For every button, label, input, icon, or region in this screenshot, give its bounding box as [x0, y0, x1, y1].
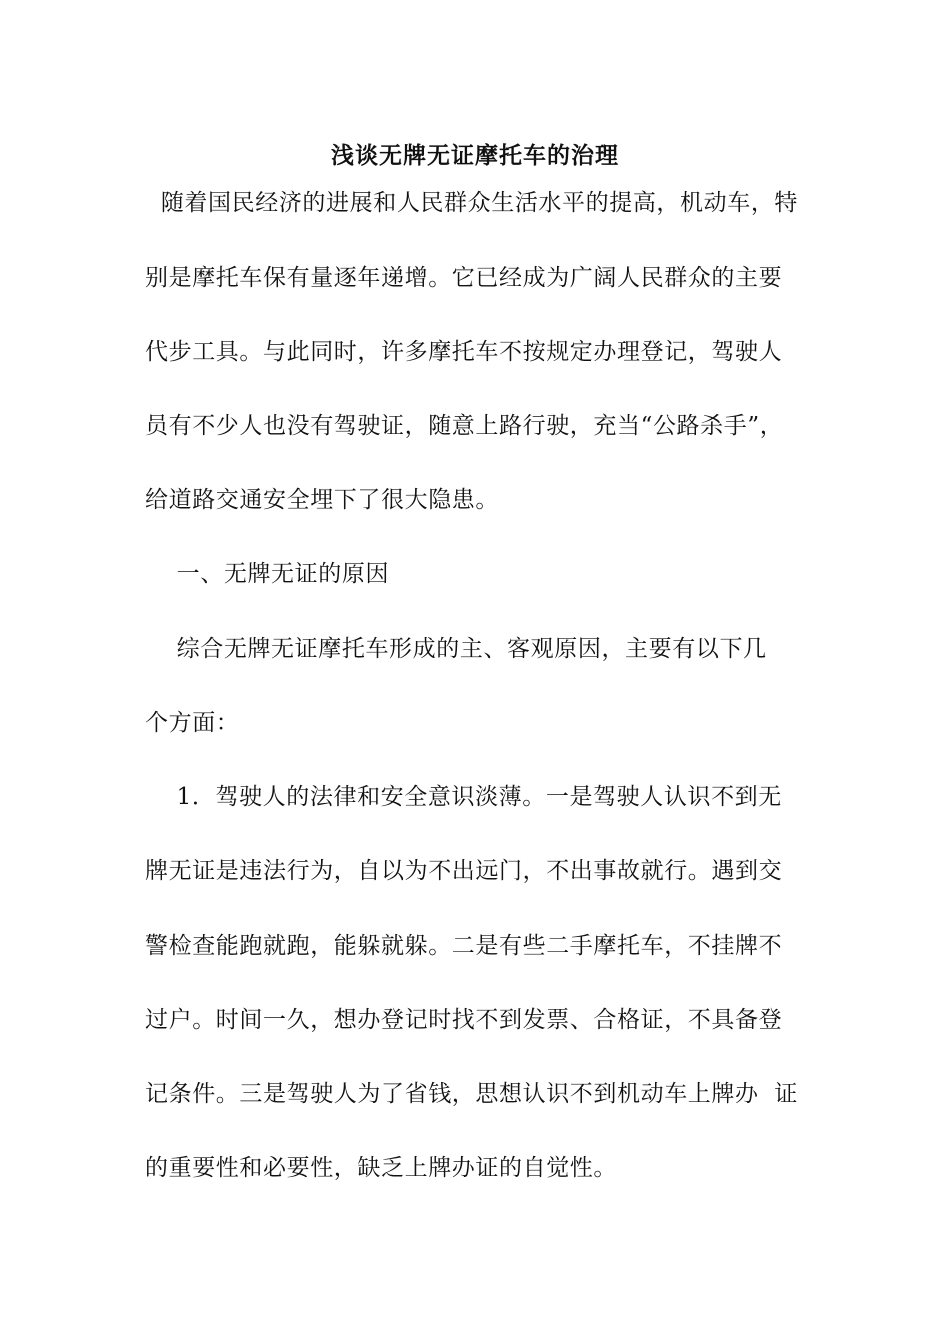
body-line-8: 个方面： — [145, 710, 240, 736]
body-line-12: 过户。时间一久，想办登记时找不到发票、合格证，不具备登 — [145, 1007, 783, 1033]
document-title: 浅谈无牌无证摩托车的治理 — [331, 142, 619, 169]
body-line-3: 代步工具。与此同时，许多摩托车不按规定办理登记，驾驶人 — [145, 339, 783, 365]
body-line-13: 记条件。三是驾驶人为了省钱，思想认识不到机动车上牌办 证 — [145, 1081, 799, 1107]
body-line-7: 综合无牌无证摩托车形成的主、客观原因，主要有以下几 — [145, 636, 767, 662]
section-heading-1: 一、无牌无证的原因 — [145, 561, 390, 587]
body-line-1: 随着国民经济的进展和人民群众生活水平的提高，机动车，特 — [145, 190, 799, 216]
body-line-14: 的重要性和必要性，缺乏上牌办证的自觉性。 — [145, 1155, 617, 1181]
body-line-9: 1．驾驶人的法律和安全意识淡薄。一是驾驶人认识不到无 — [145, 784, 782, 810]
body-line-10: 牌无证是违法行为，自以为不出远门，不出事故就行。遇到交 — [145, 858, 783, 884]
body-line-4: 员有不少人也没有驾驶证，随意上路行驶，充当“公路杀手”， — [145, 413, 784, 439]
body-line-11: 警检查能跑就跑，能躲就躲。二是有些二手摩托车，不挂牌不 — [145, 933, 783, 959]
body-line-5: 给道路交通安全埋下了很大隐患。 — [145, 487, 499, 513]
body-line-2: 别是摩托车保有量逐年递增。它已经成为广阔人民群众的主要 — [145, 265, 783, 291]
